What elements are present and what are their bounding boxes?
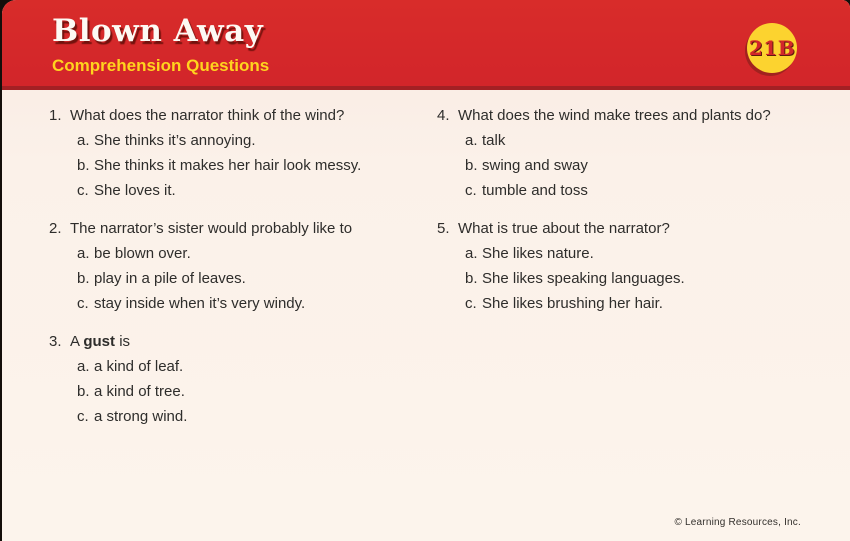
question-line bbox=[437, 216, 830, 241]
answer-option bbox=[465, 241, 830, 266]
questions-column-left bbox=[49, 103, 437, 442]
questions-column-right bbox=[437, 103, 830, 442]
option-text: She thinks it’s annoying. bbox=[94, 132, 256, 149]
question-number: 3. bbox=[49, 333, 62, 350]
option-letter: c. bbox=[77, 182, 89, 199]
option-text: She likes nature. bbox=[482, 245, 594, 262]
question-item-3 bbox=[49, 329, 437, 429]
option-letter: b. bbox=[465, 270, 478, 287]
card-header bbox=[2, 0, 850, 90]
question-item-2 bbox=[49, 216, 437, 316]
question-text-bold-term: gust bbox=[83, 333, 116, 350]
option-letter: a. bbox=[465, 132, 478, 149]
answer-option bbox=[77, 241, 437, 266]
option-letter: a. bbox=[77, 132, 90, 149]
option-letter: b. bbox=[77, 383, 90, 400]
question-text-post: is bbox=[115, 333, 131, 350]
option-letter: a. bbox=[465, 245, 478, 262]
question-item-5 bbox=[437, 216, 830, 316]
answer-option bbox=[465, 266, 830, 291]
question-text: The narrator’s sister would probably like to bbox=[70, 220, 353, 237]
option-letter: b. bbox=[77, 270, 90, 287]
answer-option bbox=[465, 153, 830, 178]
question-text bbox=[70, 329, 130, 354]
card-number-badge: 21B bbox=[747, 23, 797, 73]
answer-option bbox=[77, 354, 437, 379]
question-text: What does the wind make trees and plants do? bbox=[458, 107, 771, 124]
question-text: What is true about the narrator? bbox=[458, 220, 670, 237]
question-text-pre: A bbox=[70, 333, 84, 350]
answer-option bbox=[77, 379, 437, 404]
flashcard bbox=[2, 0, 850, 541]
option-letter: a. bbox=[77, 358, 90, 375]
option-text: swing and sway bbox=[482, 157, 588, 174]
option-letter: c. bbox=[465, 182, 477, 199]
answer-option bbox=[77, 153, 437, 178]
answer-option bbox=[77, 128, 437, 153]
question-line bbox=[49, 216, 437, 241]
option-text: stay inside when it’s very windy. bbox=[94, 295, 306, 312]
answer-option bbox=[77, 291, 437, 316]
answer-option bbox=[465, 178, 830, 203]
question-number: 1. bbox=[49, 107, 62, 124]
answer-option bbox=[465, 128, 830, 153]
answer-option bbox=[77, 178, 437, 203]
card-subtitle: Comprehension Questions bbox=[52, 56, 270, 75]
answer-option bbox=[77, 404, 437, 429]
option-letter: b. bbox=[465, 157, 478, 174]
question-number: 5. bbox=[437, 220, 450, 237]
option-text: a kind of leaf. bbox=[94, 358, 184, 375]
question-item-4 bbox=[437, 103, 830, 203]
question-text: What does the narrator think of the wind? bbox=[70, 107, 345, 124]
option-text: She likes brushing her hair. bbox=[482, 295, 663, 312]
option-text: play in a pile of leaves. bbox=[94, 270, 246, 287]
answer-option bbox=[77, 266, 437, 291]
option-text: She loves it. bbox=[94, 182, 176, 199]
question-number: 2. bbox=[49, 220, 62, 237]
questions-area bbox=[2, 90, 850, 442]
option-text: tumble and toss bbox=[482, 182, 588, 199]
option-text: be blown over. bbox=[94, 245, 191, 262]
option-letter: a. bbox=[77, 245, 90, 262]
option-text: talk bbox=[482, 132, 506, 149]
option-letter: c. bbox=[465, 295, 477, 312]
option-text: She likes speaking languages. bbox=[482, 270, 685, 287]
option-letter: c. bbox=[77, 295, 89, 312]
card-title: Blown Away bbox=[52, 13, 264, 49]
option-text: a strong wind. bbox=[94, 408, 188, 425]
question-item-1 bbox=[49, 103, 437, 203]
question-number: 4. bbox=[437, 107, 450, 124]
question-line bbox=[49, 103, 437, 128]
copyright-notice: © Learning Resources, Inc. bbox=[674, 517, 801, 528]
option-letter: b. bbox=[77, 157, 90, 174]
question-line bbox=[49, 329, 437, 354]
option-text: a kind of tree. bbox=[94, 383, 185, 400]
question-line bbox=[437, 103, 830, 128]
option-text: She thinks it makes her hair look messy. bbox=[94, 157, 362, 174]
option-letter: c. bbox=[77, 408, 89, 425]
answer-option bbox=[465, 291, 830, 316]
